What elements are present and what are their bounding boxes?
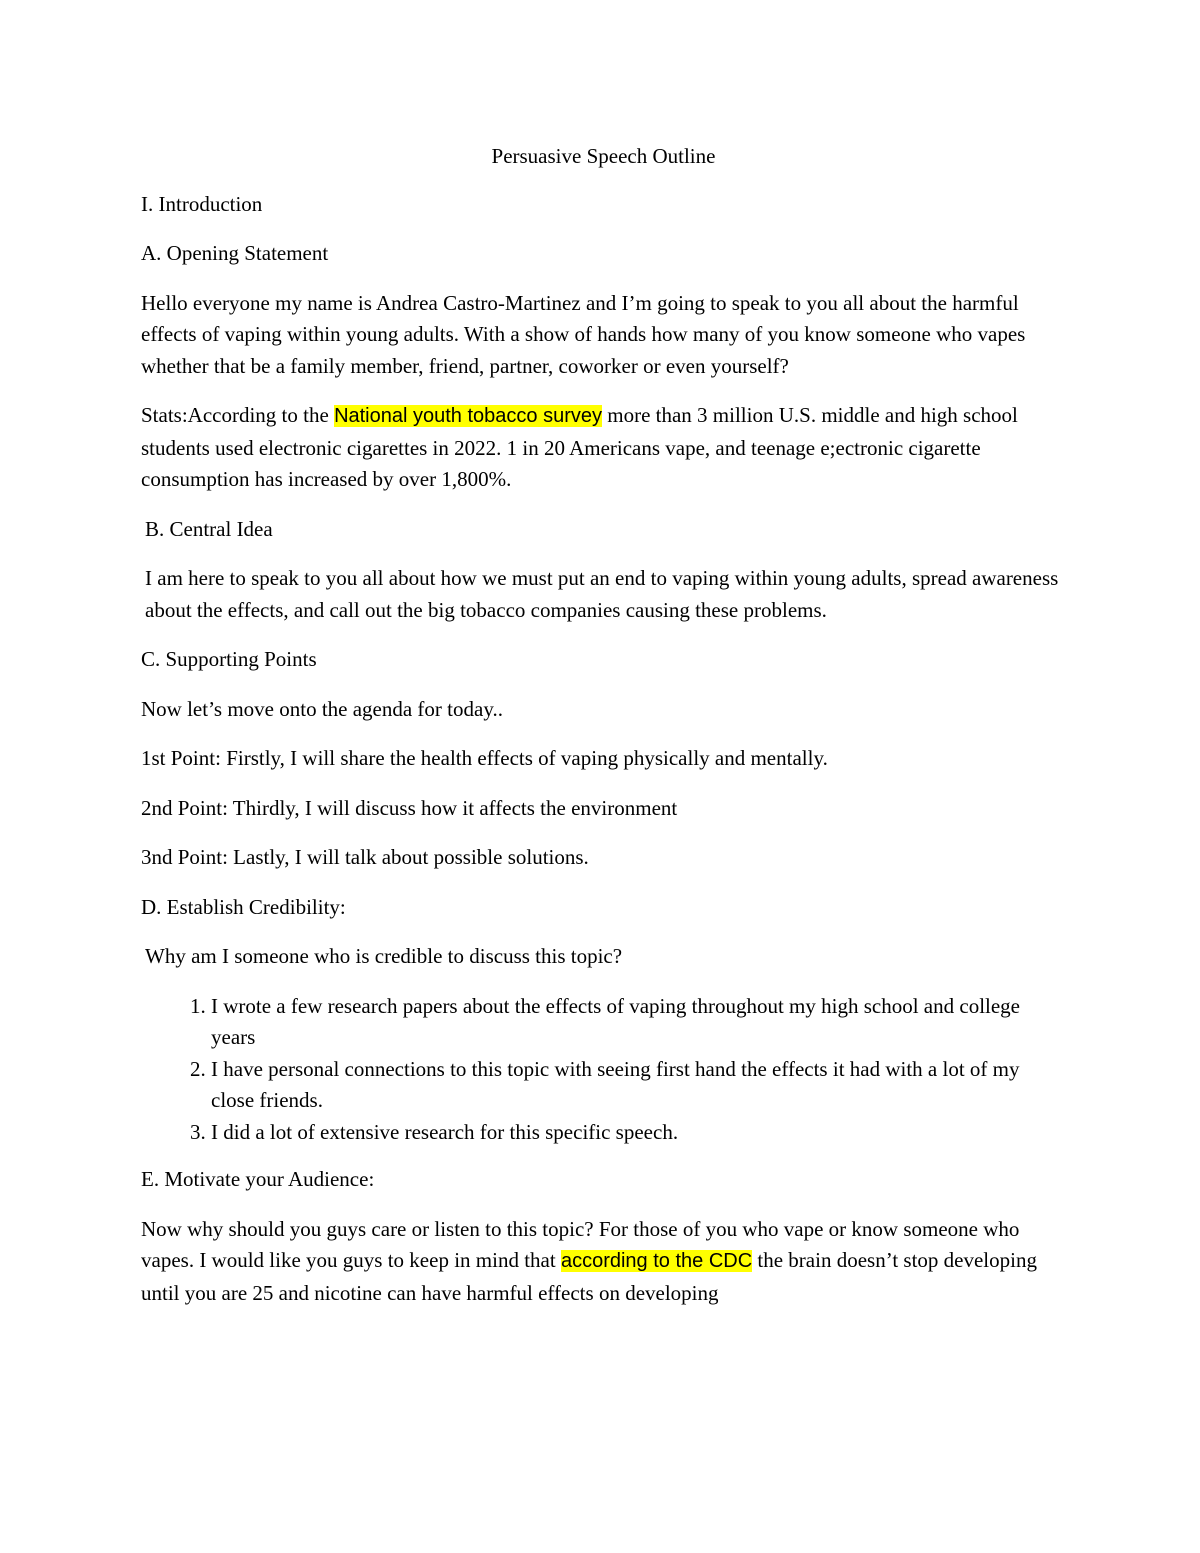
motivate-prefix: Now why should you guys care or listen to this topic? For those of you who vape or know someone who vapes. I would like you guys to keep in mind that	[141, 1216, 1020, 1272]
credibility-list	[141, 991, 1066, 1149]
stats-paragraph	[141, 400, 1066, 496]
point-1: 1st Point: Firstly, I will share the health effects of vaping physically and mentally.	[141, 746, 828, 770]
agenda-paragraph: Now let’s move onto the agenda for today..	[141, 696, 503, 721]
document-title: Persuasive Speech Outline	[491, 144, 716, 168]
supporting-heading: C. Supporting Points	[141, 647, 317, 671]
stats-highlight: National youth tobacco survey	[334, 405, 602, 427]
intro-heading: I. Introduction	[141, 191, 263, 216]
central-heading: B. Central Idea	[145, 516, 273, 541]
document-body	[141, 141, 1066, 1327]
list-item: 1. I wrote a few research papers about the effects of vaping throughout my high school and college years	[211, 991, 1066, 1054]
list-item: 3. I did a lot of extensive research for this specific speech.	[211, 1117, 1066, 1149]
credibility-question: Why am I someone who is credible to discuss this topic?	[145, 944, 623, 968]
stats-prefix: Stats:According to the	[141, 403, 335, 427]
motivate-heading: E. Motivate your Audience:	[141, 1167, 375, 1191]
motivate-highlight: according to the CDC	[560, 1250, 753, 1272]
list-item: 2. I have personal connections to this topic with seeing first hand the effects it had with a lot of my close friends.	[211, 1054, 1066, 1117]
credibility-heading: D. Establish Credibility:	[141, 894, 346, 919]
point-2: 2nd Point: Thirdly, I will discuss how it affects the environment	[141, 795, 678, 820]
central-paragraph: I am here to speak to you all about how we must put an end to vaping within young adults, spread awareness about the effects, and call out the big tobacco companies causing these problems.	[145, 566, 1059, 622]
motivate-suffix: the brain doesn’t stop developing until you are 25 and nicotine can have harmful effects on developing	[141, 1248, 1037, 1305]
opening-paragraph: Hello everyone my name is Andrea Castro-Martinez and I’m going to speak to you all about the harmful effects of vaping within young adults. With a show of hands how many of you know someone who vapes whether that be a family member, friend, partner, coworker or even yourself?	[141, 290, 1026, 378]
opening-heading: A. Opening Statement	[141, 241, 329, 265]
stats-suffix: more than 3 million U.S. middle and high school students used electronic cigarettes in 2022. 1 in 20 Americans vape, and teenage e;ectronic cigarette consumption has increased by over 1,800%.	[141, 403, 1018, 491]
motivate-paragraph	[141, 1214, 1066, 1310]
point-3: 3nd Point: Lastly, I will talk about possible solutions.	[141, 845, 589, 869]
